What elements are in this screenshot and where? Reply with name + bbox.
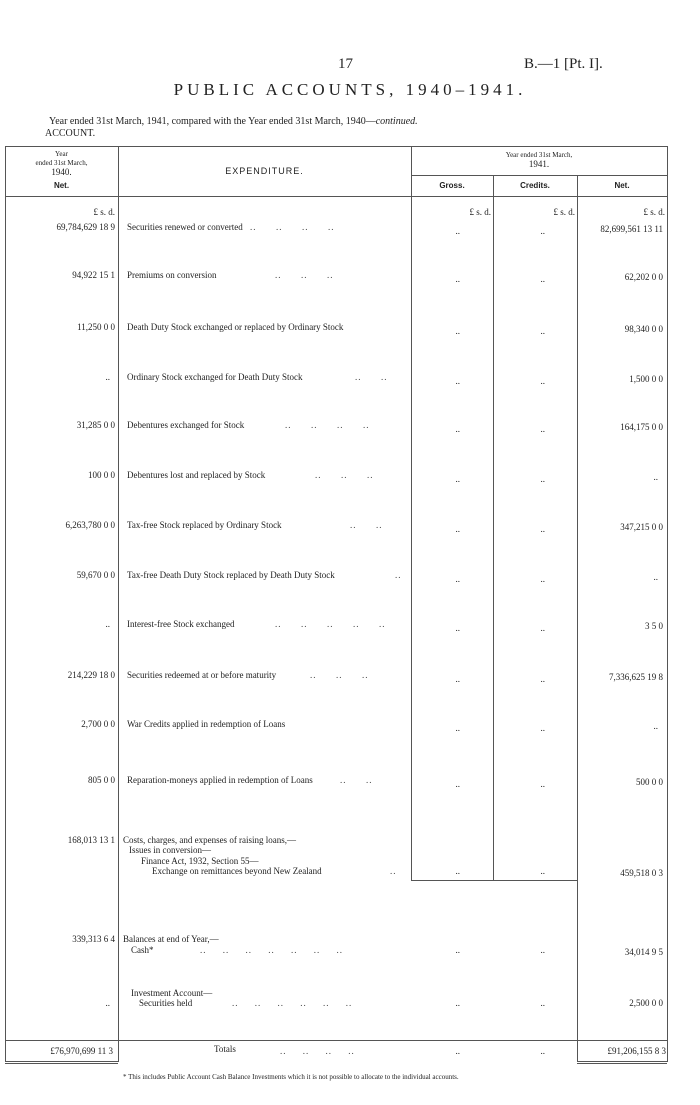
totals-net-1940: £76,970,699 11 3	[50, 1046, 113, 1056]
row-net-1940: 2,700 0 0	[81, 719, 115, 729]
row-gross: ..	[455, 723, 460, 733]
investment-net-1940: ..	[105, 998, 110, 1008]
row-credits: ..	[540, 779, 545, 789]
costs-credits: ..	[540, 866, 545, 876]
balances-line1: Balances at end of Year,—	[123, 934, 219, 944]
row-label: Premiums on conversion	[127, 270, 217, 280]
investment-leader-dots: .. .. .. .. .. ..	[232, 998, 353, 1008]
row-credits: ..	[540, 326, 545, 336]
page-subtitle	[49, 116, 418, 127]
header-net-1940: Net.	[53, 181, 70, 190]
currency-units-1941: £ s. d.	[643, 207, 665, 217]
row-net-1941: 1,500 0 0	[629, 374, 663, 384]
row-gross: ..	[455, 779, 460, 789]
investment-line1: Investment Account—	[131, 988, 213, 998]
row-credits: ..	[540, 674, 545, 684]
row-label: Ordinary Stock exchanged for Death Duty Stock	[127, 372, 303, 382]
row-net-1940: 31,285 0 0	[76, 420, 115, 430]
row-leader-dots: .. .. ..	[315, 470, 374, 480]
row-label: Securities redeemed at or before maturity	[127, 670, 277, 680]
row-gross: ..	[455, 574, 460, 584]
costs-line2: Issues in conversion—	[129, 845, 211, 855]
row-gross: ..	[455, 376, 460, 386]
balances-gross: ..	[455, 945, 460, 955]
row-label: Death Duty Stock exchanged or replaced by Ordinary Stock	[127, 322, 344, 332]
row-net-1940: 69,784,629 18 9	[56, 222, 115, 232]
row-net-1941: ..	[653, 572, 658, 582]
row-gross: ..	[455, 326, 460, 336]
header-expenditure: EXPENDITURE.	[225, 166, 304, 176]
row-credits: ..	[540, 274, 545, 284]
row-label: Securities renewed or converted	[127, 222, 243, 232]
row-leader-dots: .. .. .. ..	[250, 222, 335, 232]
currency-units-credits: £ s. d.	[553, 207, 575, 217]
row-leader-dots: .. .. ..	[275, 270, 334, 280]
currency-units-gross: £ s. d.	[469, 207, 491, 217]
row-leader-dots: .. .. ..	[310, 670, 369, 680]
row-credits: ..	[540, 623, 545, 633]
costs-line1: Costs, charges, and expenses of raising loans,—	[123, 835, 297, 845]
balances-net-1941: 34,014 9 5	[624, 947, 663, 957]
totals-gross: ..	[455, 1046, 460, 1056]
row-credits: ..	[540, 524, 545, 534]
costs-line4: Exchange on remittances beyond New Zealand	[152, 866, 322, 876]
costs-net-1940: 168,013 13 1	[67, 835, 115, 845]
subtitle-continued: continued.	[375, 116, 418, 127]
row-net-1941: 164,175 0 0	[620, 422, 663, 432]
costs-gross: ..	[455, 866, 460, 876]
investment-line2: Securities held	[139, 998, 193, 1008]
costs-line3: Finance Act, 1932, Section 55—	[141, 856, 259, 866]
row-credits: ..	[540, 424, 545, 434]
row-net-1940: 11,250 0 0	[77, 322, 115, 332]
row-net-1941: 82,699,561 13 11	[600, 224, 663, 234]
row-label: Debentures lost and replaced by Stock	[127, 470, 266, 480]
header-year-1940-line3: 1940.	[51, 167, 72, 177]
header-year-1940-line2: ended 31st March,	[35, 159, 88, 167]
row-gross: ..	[455, 674, 460, 684]
row-label: Tax-free Death Duty Stock replaced by Death Duty Stock	[127, 570, 335, 580]
costs-leader-dots: ..	[390, 866, 397, 876]
totals-credits: ..	[540, 1046, 545, 1056]
row-net-1941: 98,340 0 0	[624, 324, 663, 334]
header-year-1940-line1: Year	[55, 150, 68, 158]
header-net-1941: Net.	[614, 181, 630, 190]
row-net-1940: 100 0 0	[88, 470, 115, 480]
row-net-1940: ..	[105, 372, 110, 382]
currency-units-1940: £ s. d.	[93, 207, 115, 217]
row-credits: ..	[540, 574, 545, 584]
row-leader-dots: .. ..	[355, 372, 388, 382]
investment-gross: ..	[455, 998, 460, 1008]
row-leader-dots: .. .. .. ..	[285, 420, 370, 430]
totals-label: Totals	[214, 1044, 236, 1054]
account-label: ACCOUNT.	[45, 128, 96, 139]
header-year-1941-line1: Year ended 31st March,	[505, 151, 573, 159]
row-label: Debentures exchanged for Stock	[127, 420, 245, 430]
totals-net-1941: £91,206,155 8 3	[607, 1046, 666, 1056]
row-credits: ..	[540, 474, 545, 484]
row-label: Tax-free Stock replaced by Ordinary Stock	[127, 520, 282, 530]
header-gross: Gross.	[439, 181, 465, 190]
row-net-1940: 94,922 15 1	[72, 270, 115, 280]
row-gross: ..	[455, 226, 460, 236]
row-net-1940: 805 0 0	[88, 775, 115, 785]
row-gross: ..	[455, 274, 460, 284]
balances-leader-dots: .. .. .. .. .. .. ..	[200, 945, 343, 955]
row-label: Interest-free Stock exchanged	[127, 619, 235, 629]
row-credits: ..	[540, 723, 545, 733]
row-net-1941: ..	[653, 721, 658, 731]
row-net-1941: 500 0 0	[636, 777, 663, 787]
row-net-1941: 62,202 0 0	[624, 272, 663, 282]
row-net-1941: 347,215 0 0	[620, 522, 663, 532]
row-gross: ..	[455, 623, 460, 633]
row-leader-dots: .. ..	[340, 775, 373, 785]
row-net-1940: 59,670 0 0	[76, 570, 115, 580]
row-label: War Credits applied in redemption of Loans	[127, 719, 286, 729]
row-leader-dots: .. ..	[350, 520, 383, 530]
totals-leader-dots: .. .. .. ..	[280, 1046, 355, 1056]
row-net-1940: ..	[105, 619, 110, 629]
header-year-1941-line2: 1941.	[528, 159, 550, 169]
header-credits: Credits.	[520, 181, 550, 190]
row-gross: ..	[455, 424, 460, 434]
page-number: 17	[338, 56, 353, 72]
row-net-1941: 7,336,625 19 8	[609, 672, 663, 682]
subtitle-main: Year ended 31st March, 1941, compared with the Year ended 31st March, 1940—	[49, 116, 376, 127]
investment-credits: ..	[540, 998, 545, 1008]
costs-net-1941: 459,518 0 3	[620, 868, 663, 878]
document-reference: B.—1 [Pt. I].	[524, 56, 603, 72]
row-gross: ..	[455, 474, 460, 484]
row-net-1940: 6,263,780 0 0	[65, 520, 115, 530]
page-title: PUBLIC ACCOUNTS, 1940–1941.	[173, 80, 527, 99]
row-credits: ..	[540, 226, 545, 236]
row-leader-dots: ..	[395, 570, 402, 580]
balances-credits: ..	[540, 945, 545, 955]
footnote: * This includes Public Account Cash Balance Investments which it is not possible to allocate to the individual accounts.	[123, 1073, 459, 1081]
row-credits: ..	[540, 376, 545, 386]
balances-line2: Cash*	[131, 945, 154, 955]
balances-net-1940: 339,313 6 4	[72, 934, 115, 944]
row-net-1941: ..	[653, 472, 658, 482]
investment-net-1941: 2,500 0 0	[629, 998, 663, 1008]
row-leader-dots: .. .. .. .. ..	[275, 619, 386, 629]
row-net-1940: 214,229 18 0	[67, 670, 115, 680]
row-net-1941: 3 5 0	[645, 621, 663, 631]
row-gross: ..	[455, 524, 460, 534]
row-label: Reparation-moneys applied in redemption of Loans	[127, 775, 313, 785]
